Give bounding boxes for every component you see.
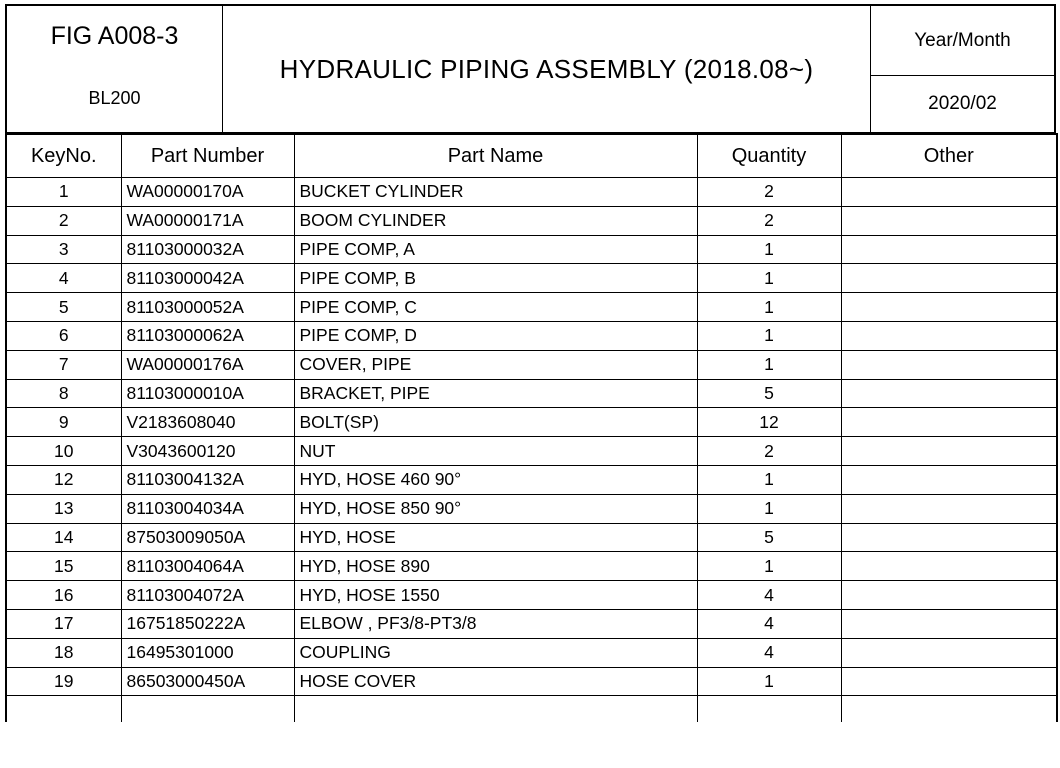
- year-month-value: 2020/02: [928, 93, 997, 114]
- cell-part-number: 81103004132A: [121, 465, 294, 494]
- table-row: [6, 264, 1057, 293]
- cell-part-number: 81103000042A: [121, 264, 294, 293]
- cell-quantity: 1: [697, 293, 841, 322]
- cell-part-number: WA00000170A: [121, 178, 294, 207]
- cell-keyno: 6: [6, 321, 121, 350]
- cell-quantity: 2: [697, 437, 841, 466]
- cell-other: [841, 408, 1057, 437]
- cell-keyno: 10: [6, 437, 121, 466]
- cell-part-name: NUT: [294, 437, 697, 466]
- cell-keyno: 19: [6, 667, 121, 696]
- cell-keyno: 14: [6, 523, 121, 552]
- empty-table-row: [6, 696, 1057, 723]
- cell-part-name: BRACKET, PIPE: [294, 379, 697, 408]
- cell-other: [841, 494, 1057, 523]
- empty-cell: [121, 696, 294, 723]
- table-row: [6, 581, 1057, 610]
- cell-keyno: 7: [6, 350, 121, 379]
- cell-keyno: 16: [6, 581, 121, 610]
- cell-quantity: 5: [697, 379, 841, 408]
- cell-part-number: 81103000062A: [121, 321, 294, 350]
- cell-part-number: 81103004072A: [121, 581, 294, 610]
- cell-part-number: 16495301000: [121, 638, 294, 667]
- table-row: [6, 552, 1057, 581]
- table-header-row: [6, 134, 1057, 178]
- empty-cell: [841, 696, 1057, 723]
- cell-part-name: HYD, HOSE 460 90°: [294, 465, 697, 494]
- cell-quantity: 5: [697, 523, 841, 552]
- cell-other: [841, 350, 1057, 379]
- cell-keyno: 2: [6, 206, 121, 235]
- cell-quantity: 1: [697, 667, 841, 696]
- cell-part-name: HYD, HOSE 1550: [294, 581, 697, 610]
- cell-other: [841, 379, 1057, 408]
- cell-part-name: HYD, HOSE: [294, 523, 697, 552]
- table-row: [6, 494, 1057, 523]
- cell-quantity: 1: [697, 552, 841, 581]
- cell-part-number: 87503009050A: [121, 523, 294, 552]
- table-row: [6, 206, 1057, 235]
- page-title: HYDRAULIC PIPING ASSEMBLY (2018.08~): [279, 53, 814, 84]
- cell-quantity: 1: [697, 235, 841, 264]
- cell-part-name: HYD, HOSE 890: [294, 552, 697, 581]
- cell-part-number: WA00000171A: [121, 206, 294, 235]
- figure-block: [7, 6, 223, 132]
- cell-part-name: BUCKET CYLINDER: [294, 178, 697, 207]
- cell-part-number: WA00000176A: [121, 350, 294, 379]
- cell-other: [841, 206, 1057, 235]
- cell-other: [841, 581, 1057, 610]
- cell-other: [841, 609, 1057, 638]
- table-row: [6, 437, 1057, 466]
- table-row: [6, 178, 1057, 207]
- column-header-quantity: Quantity: [697, 134, 841, 178]
- cell-keyno: 4: [6, 264, 121, 293]
- cell-keyno: 5: [6, 293, 121, 322]
- cell-part-name: COVER, PIPE: [294, 350, 697, 379]
- parts-table: [5, 133, 1058, 722]
- model-name: BL200: [88, 88, 141, 108]
- cell-keyno: 17: [6, 609, 121, 638]
- table-row: [6, 465, 1057, 494]
- cell-other: [841, 264, 1057, 293]
- cell-quantity: 2: [697, 178, 841, 207]
- cell-part-name: PIPE COMP, C: [294, 293, 697, 322]
- cell-part-name: PIPE COMP, A: [294, 235, 697, 264]
- cell-part-number: 81103004034A: [121, 494, 294, 523]
- cell-quantity: 1: [697, 321, 841, 350]
- cell-keyno: 3: [6, 235, 121, 264]
- cell-part-name: ELBOW , PF3/8-PT3/8: [294, 609, 697, 638]
- cell-part-number: 81103000032A: [121, 235, 294, 264]
- table-row: [6, 638, 1057, 667]
- empty-cell: [697, 696, 841, 723]
- table-row: [6, 379, 1057, 408]
- cell-quantity: 4: [697, 609, 841, 638]
- cell-part-number: 16751850222A: [121, 609, 294, 638]
- cell-keyno: 12: [6, 465, 121, 494]
- table-row: [6, 350, 1057, 379]
- cell-quantity: 4: [697, 638, 841, 667]
- table-row: [6, 293, 1057, 322]
- year-month-label: Year/Month: [871, 6, 1054, 76]
- cell-other: [841, 552, 1057, 581]
- sheet-header: [5, 4, 1056, 134]
- cell-other: [841, 667, 1057, 696]
- table-row: [6, 321, 1057, 350]
- cell-other: [841, 465, 1057, 494]
- cell-keyno: 1: [6, 178, 121, 207]
- cell-keyno: 18: [6, 638, 121, 667]
- cell-part-number: 81103000010A: [121, 379, 294, 408]
- column-header-other: Other: [841, 134, 1057, 178]
- cell-other: [841, 178, 1057, 207]
- cell-part-name: COUPLING: [294, 638, 697, 667]
- cell-part-name: BOOM CYLINDER: [294, 206, 697, 235]
- cell-keyno: 9: [6, 408, 121, 437]
- cell-part-name: HYD, HOSE 850 90°: [294, 494, 697, 523]
- cell-quantity: 1: [697, 264, 841, 293]
- cell-other: [841, 437, 1057, 466]
- cell-part-name: BOLT(SP): [294, 408, 697, 437]
- table-row: [6, 235, 1057, 264]
- cell-other: [841, 523, 1057, 552]
- cell-other: [841, 293, 1057, 322]
- cell-quantity: 1: [697, 350, 841, 379]
- cell-other: [841, 235, 1057, 264]
- cell-part-name: HOSE COVER: [294, 667, 697, 696]
- table-row: [6, 667, 1057, 696]
- empty-cell: [6, 696, 121, 723]
- table-row: [6, 523, 1057, 552]
- empty-cell: [294, 696, 697, 723]
- column-header-part-number: Part Number: [121, 134, 294, 178]
- cell-part-name: PIPE COMP, D: [294, 321, 697, 350]
- cell-part-number: V3043600120: [121, 437, 294, 466]
- column-header-part-name: Part Name: [294, 134, 697, 178]
- cell-other: [841, 321, 1057, 350]
- cell-other: [841, 638, 1057, 667]
- cell-part-number: 86503000450A: [121, 667, 294, 696]
- table-row: [6, 408, 1057, 437]
- cell-keyno: 15: [6, 552, 121, 581]
- cell-part-name: PIPE COMP, B: [294, 264, 697, 293]
- cell-keyno: 8: [6, 379, 121, 408]
- title-block: [223, 6, 871, 132]
- year-month-block: [871, 6, 1054, 132]
- cell-quantity: 2: [697, 206, 841, 235]
- cell-quantity: 12: [697, 408, 841, 437]
- column-header-keyno: KeyNo.: [6, 134, 121, 178]
- cell-part-number: 81103004064A: [121, 552, 294, 581]
- table-row: [6, 609, 1057, 638]
- cell-quantity: 1: [697, 465, 841, 494]
- cell-keyno: 13: [6, 494, 121, 523]
- cell-part-number: 81103000052A: [121, 293, 294, 322]
- cell-part-number: V2183608040: [121, 408, 294, 437]
- cell-quantity: 4: [697, 581, 841, 610]
- cell-quantity: 1: [697, 494, 841, 523]
- figure-code: FIG A008-3: [50, 22, 179, 50]
- parts-table-body: [6, 178, 1057, 723]
